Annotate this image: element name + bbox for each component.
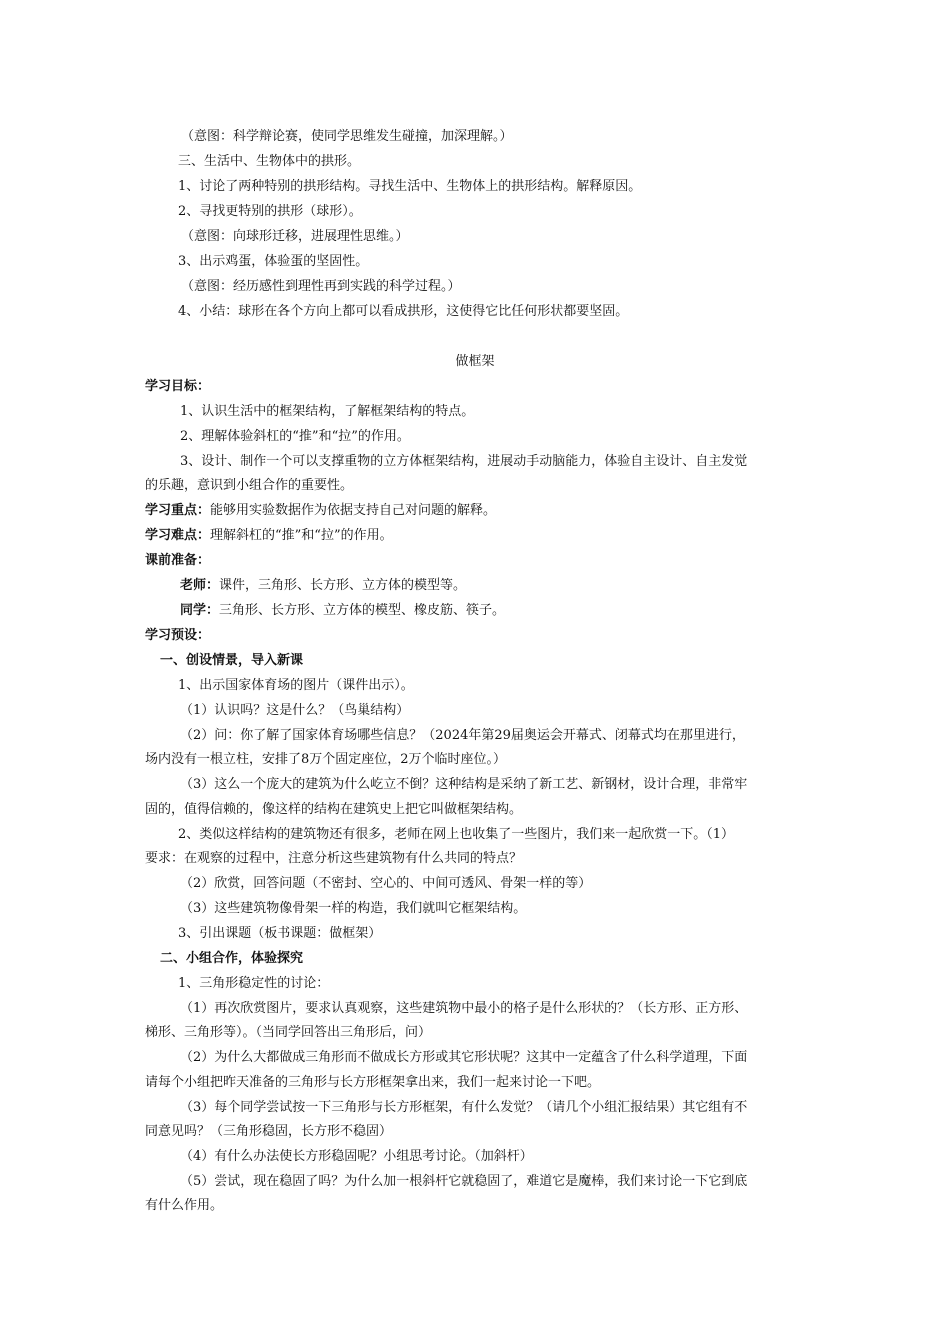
text-line: 1、出示国家体育场的图片（课件出示）。: [178, 678, 414, 693]
text-line: （3）每个同学尝试按一下三角形与长方形框架，有什么发觉？（请几个小组汇报结果）其它组有不: [180, 1100, 748, 1115]
text-line: 1、讨论了两种特别的拱形结构。寻找生活中、生物体上的拱形结构。解释原因。: [178, 179, 642, 194]
text-line: 有什么作用。: [145, 1198, 224, 1213]
text-line: 3、出示鸡蛋，体验蛋的坚固性。: [178, 254, 369, 269]
text-line: （1）认识吗？这是什么？（鸟巢结构）: [180, 703, 410, 718]
difficulty-label: 学习难点：: [145, 528, 211, 543]
objective-item-cont: 的乐趣，意识到小组合作的重要性。: [145, 478, 354, 493]
text-line: 3、引出课题（板书课题：做框架）: [178, 926, 382, 941]
key-label: 学习重点：: [145, 503, 211, 518]
text-line: 4、小结：球形在各个方向上都可以看成拱形，这使得它比任何形状都要坚固。: [178, 304, 629, 319]
teacher-label: 老师：: [180, 578, 220, 593]
student-text: 三角形、长方形、立方体的模型、橡皮筋、筷子。: [219, 603, 506, 618]
design-label: 学习预设：: [145, 628, 211, 643]
text-line: （2）问：你了解了国家体育场哪些信息？（2024年第29届奥运会开幕式、闭幕式均在那里进行，: [180, 728, 745, 743]
text-line: （3）这些建筑物像骨架一样的构造，我们就叫它框架结构。: [180, 901, 527, 916]
text-line: 1、三角形稳定性的讨论：: [178, 976, 330, 991]
text-line: 梯形、三角形等）。（当同学回答出三角形后，问）: [145, 1025, 432, 1040]
difficulty-point: [145, 527, 393, 545]
text-line: 要求：在观察的过程中，注意分析这些建筑物有什么共同的特点？: [145, 851, 523, 866]
text-line: 2、类似这样结构的建筑物还有很多，老师在网上也收集了一些图片，我们来一起欣赏一下。（1）: [178, 827, 735, 842]
prep-label: 课前准备：: [145, 553, 211, 568]
objectives-label: 学习目标：: [145, 379, 211, 394]
student-label: 同学：: [180, 603, 220, 618]
text-line: 三、生活中、生物体中的拱形。: [178, 154, 361, 169]
objective-item: 3、设计、制作一个可以支撑重物的立方体框架结构，进展动手动脑能力，体验自主设计、自主发觉: [180, 454, 748, 469]
objective-item: 2、理解体验斜杠的“推”和“拉”的作用。: [180, 429, 410, 444]
text-line: （2）欣赏，回答问题（不密封、空心的、中间可透风、骨架一样的等）: [180, 876, 592, 891]
section-heading: 一、创设情景，导入新课: [160, 653, 304, 668]
key-point: [145, 502, 496, 520]
text-line: 同意见吗？（三角形稳固，长方形不稳固）: [145, 1124, 393, 1139]
text-line: （意图：经历感性到理性再到实践的科学过程。）: [181, 279, 461, 294]
key-text: 能够用实验数据作为依据支持自己对问题的解释。: [210, 503, 497, 518]
student-prep: [180, 602, 505, 620]
difficulty-text: 理解斜杠的“推”和“拉”的作用。: [210, 528, 393, 543]
text-line: （3）这么一个庞大的建筑为什么屹立不倒？这种结构是采纳了新工艺、新钢材，设计合理，非常牢: [180, 777, 748, 792]
teacher-text: 课件，三角形、长方形、立方体的模型等。: [219, 578, 467, 593]
objective-item: 1、认识生活中的框架结构，了解框架结构的特点。: [180, 404, 475, 419]
text-line: 场内没有一根立柱，安排了8万个固定座位，2万个临时座位。）: [145, 752, 507, 767]
section-heading: 二、小组合作，体验探究: [160, 951, 304, 966]
text-line: （2）为什么大都做成三角形而不做成长方形或其它形状呢？这其中一定蕴含了什么科学道理，下面: [180, 1050, 748, 1065]
text-line: （1）再次欣赏图片，要求认真观察，这些建筑物中最小的格子是什么形状的？（长方形、正方形、: [180, 1001, 748, 1016]
text-line: 请每个小组把昨天准备的三角形与长方形框架拿出来，我们一起来讨论一下吧。: [145, 1075, 601, 1090]
text-line: 2、寻找更特别的拱形（球形）。: [178, 204, 362, 219]
text-line: （意图：科学辩论赛，使同学思维发生碰撞，加深理解。）: [181, 129, 513, 144]
text-line: （意图：向球形迁移，进展理性思维。）: [181, 229, 409, 244]
text-line: 固的，值得信赖的，像这样的结构在建筑史上把它叫做框架结构。: [145, 802, 523, 817]
text-line: （4）有什么办法使长方形稳固呢？小组思考讨论。（加斜杆）: [180, 1149, 533, 1164]
lesson-title: 做框架: [455, 354, 495, 369]
text-line: （5）尝试，现在稳固了吗？为什么加一根斜杆它就稳固了，难道它是魔棒，我们来讨论一下它到底: [180, 1174, 748, 1189]
teacher-prep: [180, 577, 466, 595]
